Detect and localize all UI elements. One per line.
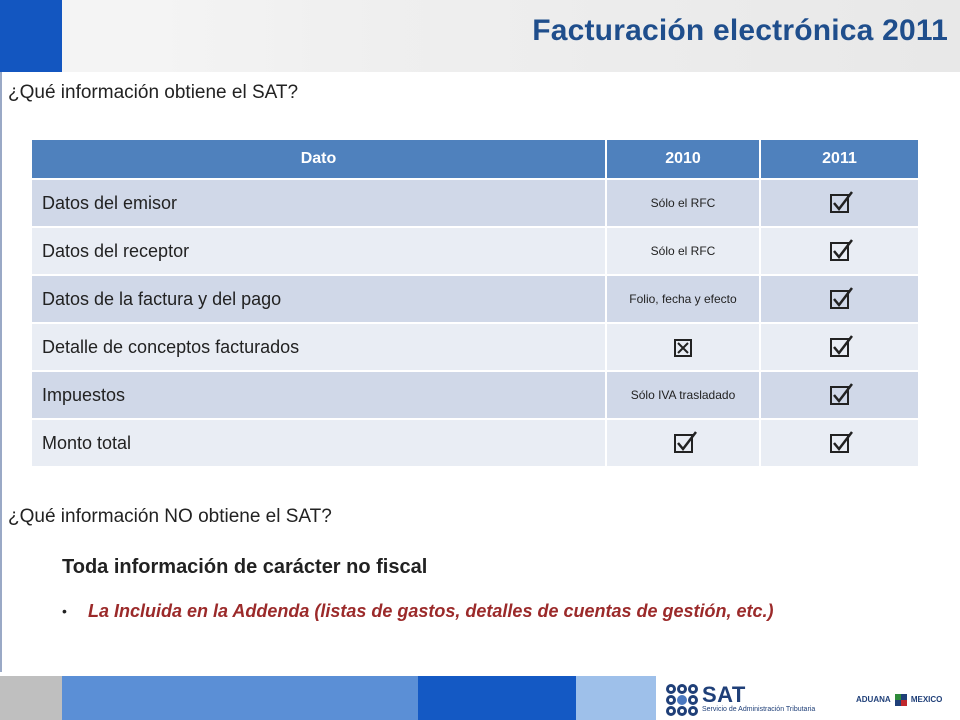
header-light-block xyxy=(62,0,172,72)
row-label: Datos del emisor xyxy=(32,179,606,227)
cell-2010: Sólo el RFC xyxy=(606,227,760,275)
header-accent-block xyxy=(0,0,62,72)
column-header-2010: 2010 xyxy=(606,140,760,179)
page-title: Facturación electrónica 2011 xyxy=(532,14,948,47)
table-row xyxy=(32,179,918,227)
question-obtains: ¿Qué información obtiene el SAT? xyxy=(8,82,299,103)
header-bar xyxy=(0,0,960,72)
table-row xyxy=(32,323,918,371)
table-row xyxy=(32,275,918,323)
footer-block-dark-blue xyxy=(418,676,576,720)
x-box-icon xyxy=(674,339,692,357)
subheading: Toda información de carácter no fiscal xyxy=(62,556,428,578)
sat-logo-subtitle: Servicio de Administración Tributaria xyxy=(702,706,816,713)
footer-block-mid-blue xyxy=(62,676,418,720)
check-icon xyxy=(830,242,849,261)
footer-block-light-blue xyxy=(576,676,656,720)
cell-2010: Sólo IVA trasladado xyxy=(606,371,760,419)
sat-logo xyxy=(664,682,824,716)
footer-bar xyxy=(0,676,960,720)
row-label: Datos del receptor xyxy=(32,227,606,275)
cell-2010 xyxy=(606,419,760,466)
check-icon xyxy=(830,194,849,213)
column-header-2011: 2011 xyxy=(760,140,918,179)
check-icon xyxy=(830,338,849,357)
bullet-dot-icon: • xyxy=(62,603,67,619)
row-label: Impuestos xyxy=(32,371,606,419)
table-row xyxy=(32,419,918,466)
aduana-logo-right-text: MEXICO xyxy=(910,695,943,705)
aduana-mark-icon xyxy=(895,694,907,706)
row-label: Datos de la factura y del pago xyxy=(32,275,606,323)
sat-logo-icon xyxy=(664,682,700,716)
check-icon xyxy=(830,434,849,453)
cell-2010 xyxy=(606,323,760,371)
check-icon xyxy=(674,434,693,453)
cell-2011 xyxy=(760,323,918,371)
column-header-dato: Dato xyxy=(32,140,606,179)
row-label: Monto total xyxy=(32,419,606,466)
aduana-logo xyxy=(856,694,942,706)
row-label: Detalle de conceptos facturados xyxy=(32,323,606,371)
cell-2010: Folio, fecha y efecto xyxy=(606,275,760,323)
cell-2011 xyxy=(760,371,918,419)
left-divider xyxy=(0,72,2,672)
footer-block-gray xyxy=(0,676,62,720)
table-row xyxy=(32,227,918,275)
check-icon xyxy=(830,386,849,405)
bullet-text: La Incluida en la Addenda (listas de gastos, detalles de cuentas de gestión, etc.) xyxy=(88,601,774,621)
info-table xyxy=(32,140,918,466)
check-icon xyxy=(830,290,849,309)
cell-2011 xyxy=(760,419,918,466)
cell-2011 xyxy=(760,275,918,323)
cell-2011 xyxy=(760,227,918,275)
table-header-row xyxy=(32,140,918,179)
sat-logo-text: SAT xyxy=(702,682,746,707)
cell-2010: Sólo el RFC xyxy=(606,179,760,227)
aduana-logo-left-text: ADUANA xyxy=(856,695,891,705)
question-not-obtains: ¿Qué información NO obtiene el SAT? xyxy=(8,506,332,527)
table-row xyxy=(32,371,918,419)
cell-2011 xyxy=(760,179,918,227)
